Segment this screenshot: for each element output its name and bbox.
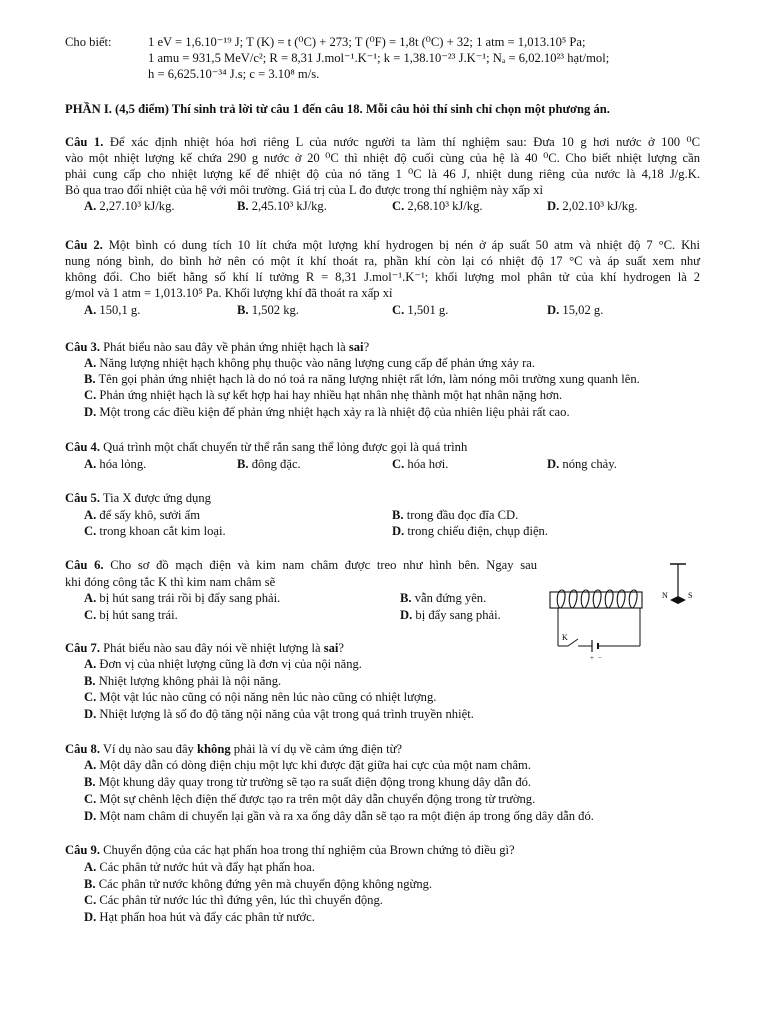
question-6-line-1 [65, 558, 537, 573]
solenoid-core [550, 592, 642, 608]
question-3-number: Câu 3. [65, 340, 100, 354]
question-7-option-d[interactable]: D. Nhiệt lượng là số đo độ tăng nội năng của vật trong quá trình truyền nhiệt. [84, 707, 474, 721]
question-2-stem-line-3: không đổi. Cho biết hằng số khí lí tưởng R = 8,31 J.mol⁻¹.K⁻¹; khối lượng mol phân tử của khí hydrogen là 2 [65, 270, 700, 284]
needle-body [670, 596, 686, 604]
question-4-option-a[interactable]: A. hóa lỏng. [84, 457, 147, 471]
question-6-number: Câu 6. [65, 558, 104, 572]
question-8-option-b[interactable]: B. Một khung dây quay trong từ trường sẽ tạo ra suất điện động trong khung dây dẫn đó. [84, 775, 532, 789]
question-5-number: Câu 5. [65, 491, 100, 505]
circuit-wires [558, 608, 640, 646]
question-7-stem: Câu 7. Phát biểu nào sau đây nói về nhiệt lượng là sai? [65, 641, 344, 655]
question-8-option-a[interactable]: A. Một dây dẫn có dòng điện chịu một lực khi được đặt giữa hai cực của một nam châm. [84, 758, 532, 772]
question-2-line-1 [65, 238, 700, 253]
question-2-stem-line-4: g/mol và 1 atm = 1,013.10⁵ Pa. Khối lượng khí đã thoát ra xấp xỉ [65, 286, 393, 300]
solenoid-coil [550, 590, 642, 608]
question-9-option-a[interactable]: A. Các phân tử nước hút và đẩy hạt phấn hoa. [84, 860, 315, 874]
question-3-option-d[interactable]: D. Một trong các điều kiện để phản ứng nhiệt hạch xảy ra là nhiệt độ của nhiên liệu phải rất cao. [84, 405, 570, 419]
question-4-number: Câu 4. [65, 440, 100, 454]
question-3-stem: Câu 3. Phát biểu nào sau đây về phản ứng nhiệt hạch là sai? [65, 340, 370, 354]
question-6-option-c[interactable]: C. bị hút sang trái. [84, 608, 178, 622]
question-9-option-b[interactable]: B. Các phân tử nước không đứng yên mà chuyển động không ngừng. [84, 877, 433, 891]
question-2-option-c[interactable]: C. 1,501 g. [392, 303, 449, 317]
constants-label: Cho biết: [65, 35, 112, 49]
question-5-option-c[interactable]: C. trong khoan cắt kim loại. [84, 524, 226, 538]
question-6-stem-line-1: Cho sơ đồ mạch điện và kim nam châm được treo như hình bên. Ngay sau [110, 558, 537, 572]
question-3-option-a[interactable]: A. Năng lượng nhiệt hạch không phụ thuộc vào năng lượng cung cấp để phản ứng xảy ra. [84, 356, 536, 370]
question-2-option-d[interactable]: D. 15,02 g. [547, 303, 604, 317]
question-6-option-d[interactable]: D. bị đẩy sang phải. [400, 608, 501, 622]
question-5-option-b[interactable]: B. trong đầu đọc đĩa CD. [392, 508, 519, 522]
question-8-option-c[interactable]: C. Một sự chênh lệch điện thế được tạo ra trên một dây dẫn chuyển động trong từ trường. [84, 792, 536, 806]
question-7-number: Câu 7. [65, 641, 100, 655]
question-5-option-d[interactable]: D. trong chiếu điện, chụp điện. [392, 524, 548, 538]
question-5-option-a[interactable]: A. để sấy khô, sưởi ấm [84, 508, 200, 522]
question-1-number: Câu 1. [65, 135, 104, 149]
question-2-option-b[interactable]: B. 1,502 kg. [237, 303, 299, 317]
question-4-stem: Câu 4. Quá trình một chất chuyển từ thể rắn sang thể lỏng được gọi là quá trình [65, 440, 468, 454]
question-1-stem-line-3: phải cung cấp cho nhiệt lượng kế để nhiệt độ của nó tăng 1 ⁰C là 46 J, nhiệt dung riêng của nước là 4,18 J/g.K. [65, 167, 700, 181]
question-9-option-d[interactable]: D. Hạt phấn hoa hút và đẩy các phân tử nước. [84, 910, 315, 924]
circuit-diagram [548, 560, 718, 665]
question-7-option-b[interactable]: B. Nhiệt lượng không phải là nội năng. [84, 674, 282, 688]
question-4-option-c[interactable]: C. hóa hơi. [392, 457, 449, 471]
question-4-option-d[interactable]: D. nóng chảy. [547, 457, 617, 471]
question-5-stem: Câu 5. Tia X được ứng dụng [65, 491, 211, 505]
question-8-stem: Câu 8. Ví dụ nào sau đây không phải là ví dụ về cảm ứng điện từ? [65, 742, 402, 756]
battery [586, 640, 604, 652]
question-1-option-b[interactable]: B. 2,45.10³ kJ/kg. [237, 199, 327, 213]
question-4-option-b[interactable]: B. đông đặc. [237, 457, 301, 471]
question-7-option-a[interactable]: A. Đơn vị của nhiệt lượng cũng là đơn vị của nội năng. [84, 657, 362, 671]
south-pole-label: S [688, 591, 693, 600]
switch-lever [568, 639, 578, 646]
question-2-stem-line-1: Một bình có dung tích 10 lít chứa một lượng khí hydrogen bị nén ở áp suất 50 atm và nhiệt độ 7 °C. Khi [108, 238, 700, 252]
question-8-option-d[interactable]: D. Một nam châm di chuyển lại gần và ra xa ống dây dẫn sẽ tạo ra một điện áp trong ống dây dẫn đó. [84, 809, 594, 823]
question-1-option-c[interactable]: C. 2,68.10³ kJ/kg. [392, 199, 483, 213]
question-6-option-a[interactable]: A. bị hút sang trái rồi bị đẩy sang phải. [84, 591, 281, 605]
switch-label: K [562, 633, 568, 642]
question-1-line-1 [65, 135, 700, 150]
question-1-stem-line-4: Bỏ qua trao đổi nhiệt của hệ với môi trường. Giá trị của L đo được trong thí nghiệm này xấp xỉ [65, 183, 544, 197]
question-6-stem-line-2: khi đóng công tắc K thì kim nam châm sẽ [65, 575, 276, 589]
question-1-stem-line-2: vào một nhiệt lượng kế chứa 290 g nước ở 20 ⁰C thì nhiệt độ cuối cùng của hệ là 40 ⁰C. Cho biết nhiệt lượng cần [65, 151, 700, 165]
question-1-option-d[interactable]: D. 2,02.10³ kJ/kg. [547, 199, 638, 213]
question-3-option-b[interactable]: B. Tên gọi phản ứng nhiệt hạch là do nó toả ra năng lượng nhiệt rất lớn, làm nóng môi trường xung quanh lên. [84, 372, 640, 386]
question-8-number: Câu 8. [65, 742, 100, 756]
question-1-option-a[interactable]: A. 2,27.10³ kJ/kg. [84, 199, 175, 213]
question-2-option-a[interactable]: A. 150,1 g. [84, 303, 141, 317]
question-9-option-c[interactable]: C. Các phân tử nước lúc thì đứng yên, lúc thì chuyển động. [84, 893, 383, 907]
question-9-stem: Câu 9. Chuyển động của các hạt phấn hoa trong thí nghiệm của Brown chứng tỏ điều gì? [65, 843, 515, 857]
constants-line-3: h = 6,625.10⁻³⁴ J.s; c = 3.10⁸ m/s. [148, 67, 320, 81]
switch-k [568, 639, 586, 646]
question-9-number: Câu 9. [65, 843, 100, 857]
constants-line-2: 1 amu = 931,5 MeV/c²; R = 8,31 J.mol⁻¹.K⁻¹; k = 1,38.10⁻²³ J.K⁻¹; Nₐ = 6,02.10²³ hạt/mol; [148, 51, 610, 65]
magnet-needle [670, 564, 686, 604]
question-1-stem-line-1: Để xác định nhiệt hóa hơi riêng L của nước người ta làm thí nghiệm sau: Đưa 10 g hơi nước ở 100 ⁰C [109, 135, 700, 149]
part-title: PHẦN I. (4,5 điểm) Thí sinh trả lời từ câu 1 đến câu 18. Mỗi câu hỏi thí sinh chỉ chọn một phương án. [65, 102, 610, 116]
question-6-option-b[interactable]: B. vẫn đứng yên. [400, 591, 487, 605]
constants-line-1: 1 eV = 1,6.10⁻¹⁹ J; T (K) = t (⁰C) + 273; T (⁰F) = 1,8t (⁰C) + 32; 1 atm = 1,013.10⁵ Pa; [148, 35, 586, 49]
question-2-stem-line-2: nung nóng bình, do bình hở nên có một ít khí thoát ra, phần khí còn lại có nhiệt độ 17 °C và áp suất xem như [65, 254, 700, 268]
battery-minus-label: − [598, 654, 602, 662]
question-3-option-c[interactable]: C. Phản ứng nhiệt hạch là sự kết hợp hai hay nhiều hạt nhân nhẹ thành một hạt nhân nặng hơn. [84, 388, 563, 402]
question-2-number: Câu 2. [65, 238, 103, 252]
north-pole-label: N [662, 591, 668, 600]
question-7-option-c[interactable]: C. Một vật lúc nào cũng có nội năng nên lúc nào cũng có nhiệt lượng. [84, 690, 437, 704]
battery-plus-label: + [590, 654, 594, 662]
